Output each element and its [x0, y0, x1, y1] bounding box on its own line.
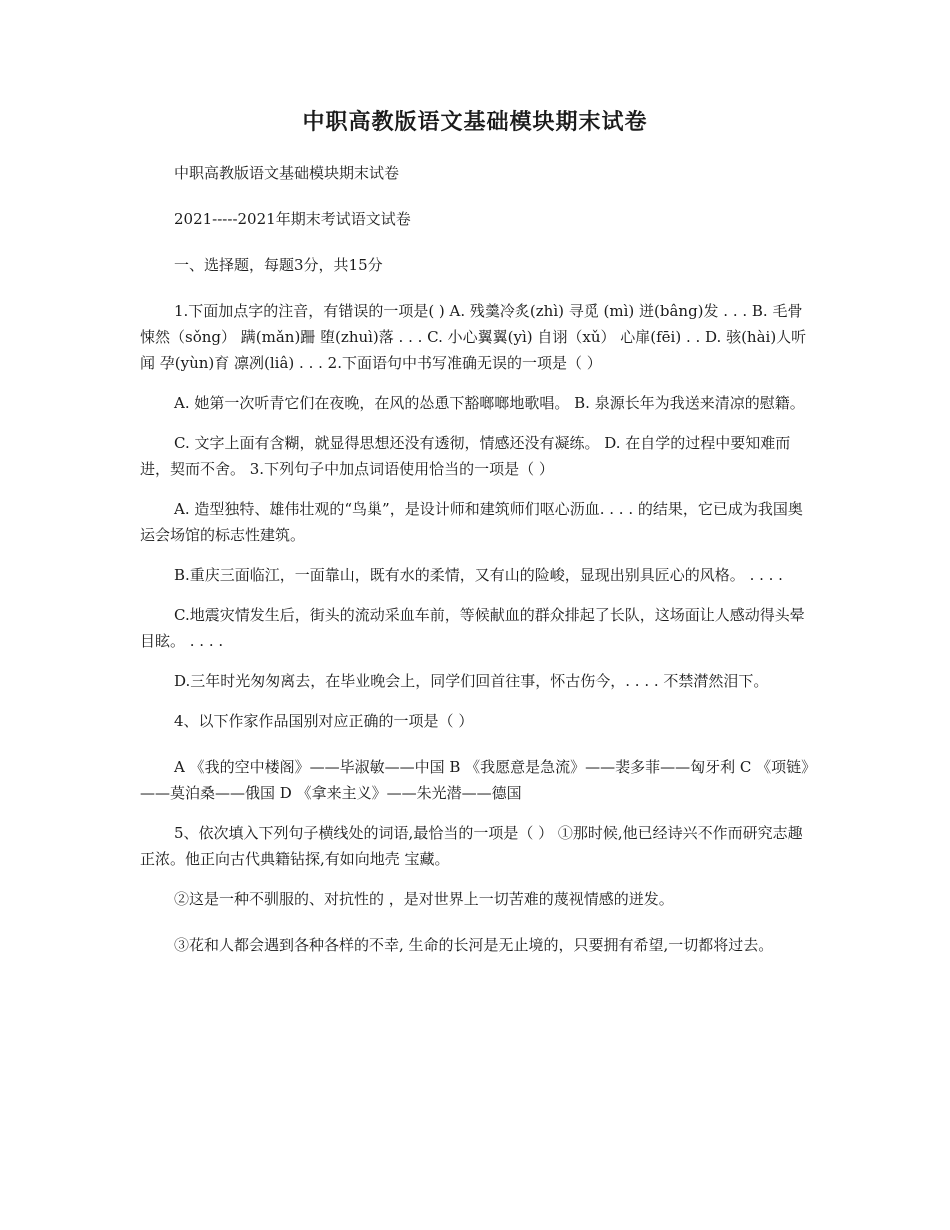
paragraph-exam-name: 2021-----2021年期末考试语文试卷	[174, 210, 411, 228]
paragraph-option-ab: A. 她第一次听青它们在夜晚，在风的怂恿下豁啷啷地歌唱。 B. 泉源长年为我送来清凉的慰籍。	[174, 394, 805, 412]
page-title: 中职高教版语文基础模块期末试卷	[302, 109, 648, 135]
paragraph-question-1-2: 1.下面加点字的注音，有错误的一项是( ) A. 残羹冷炙(zhì) 寻觅 (mì) 迸(bâng)发 . . . B. 毛骨悚然（sǒng） 蹒(mǎn)跚 堕(zhuì)落 . . . C. 小心翼翼(yì) 自诩（xǔ） 心扉(fēi) . . D. 骇(hài)人听闻 孕(yùn)育 凛冽(liâ) . . . 2.下面语句中书写准确无误的一项是（ ）	[140, 302, 807, 372]
paragraph-option-d: D.三年时光匆匆离去，在毕业晚会上，同学们回首往事，怀古伤今，. . . . 不禁潸然泪下。	[174, 672, 769, 690]
paragraph-option-cd-question-3: C. 文字上面有含糊，就显得思想还没有透彻，情感还没有凝练。 D. 在自学的过程中要知难而进，契而不舍。 3.下列句子中加点词语使用恰当的一项是（ ）	[140, 434, 791, 478]
paragraph-question-4-options: A 《我的空中楼阁》——毕淑敏——中国 B 《我愿意是急流》——裴多菲——匈牙利 C 《项链》——莫泊桑——俄国 D 《拿来主义》——朱光潜——德国	[140, 758, 809, 802]
paragraph-question-5: 5、依次填入下列句子横线处的词语,最恰当的一项是（ ） ①那时候,他已经诗兴不作而研究志趣正浓。他正向古代典籍钻探,有如向地壳 宝藏。	[140, 824, 803, 868]
document-body	[140, 160, 812, 972]
paragraph-option-b: B.重庆三面临江，一面靠山，既有水的柔情，又有山的险峻，显现出别具匠心的风格。 . . . .	[174, 566, 783, 584]
paragraph-option-c: C.地震灾情发生后，街头的流动采血车前，等候献血的群众排起了长队，这场面让人感动得头晕目眩。 . . . .	[140, 606, 805, 650]
paragraph-section-heading: 一、选择题，每题3分，共15分	[174, 256, 383, 274]
paragraph-subtitle: 中职高教版语文基础模块期末试卷	[174, 164, 400, 182]
paragraph-sentence-3: ③花和人都会遇到各种各样的不幸, 生命的长河是无止境的，只要拥有希望,一切都将过去。	[174, 936, 774, 954]
paragraph-sentence-2: ②这是一种不驯服的、对抗性的 ，是对世界上一切苦难的蔑视情感的迸发。	[174, 890, 674, 908]
paragraph-question-4: 4、以下作家作品国别对应正确的一项是（ ）	[174, 712, 474, 730]
paragraph-option-a: A. 造型独特、雄伟壮观的“鸟巢”，是设计师和建筑师们呕心沥血. . . . 的结果，它已成为我国奥运会场馆的标志性建筑。	[140, 500, 803, 544]
